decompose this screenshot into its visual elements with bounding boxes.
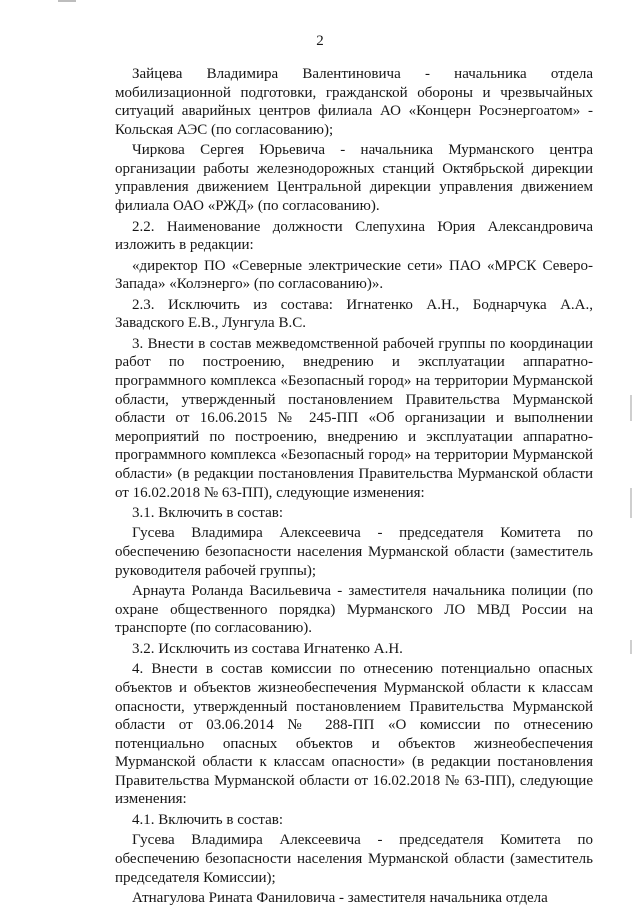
paragraph-zaitsev: Зайцева Владимира Валентиновича - начальника отдела мобилизационной подготовки, гражданской обороны и чрезвычайных ситуаций аварийных центров филиала АО «Концерн Росэнергоатом» - Кольская АЭС (по согласованию); <box>115 66 593 138</box>
scan-artifact <box>630 395 632 421</box>
document-body <box>115 65 593 910</box>
scan-artifact <box>58 0 76 2</box>
paragraph-3: 3. Внести в состав межведомственной рабочей группы по координации работ по построению, внедрению и эксплуатации аппаратно-программного комплекса «Безопасный город» на территории Мурманской области, утвержденный постановлением Правительства Мурманской области от 16.06.2015 № 245-ПП «Об организации и выполнении мероприятий по построению, внедрению и эксплуатации аппаратно-программного комплекса «Безопасный город» на территории Мурманской области» (в редакции постановления Правительства Мурманской области от 16.02.2018 № 63-ПП), следующие изменения: <box>115 335 593 501</box>
scan-artifact <box>630 488 632 518</box>
paragraph-atnagulov: Атнагулова Рината Фаниловича - заместителя начальника отдела <box>132 890 548 907</box>
paragraph-arnaut: Арнаута Роланда Васильевича - заместителя начальника полиции (по охране общественного порядка) Мурманского ЛО МВД России на транспорте (по согласованию). <box>115 583 593 637</box>
paragraph-4: 4. Внести в состав комиссии по отнесению потенциально опасных объектов и объектов жизнеобеспечения Мурманской области к классам опасности, утвержденный постановлением Правительства Мурманской области от 03.06.2014 № 288-ПП «О комиссии по отнесению потенциально опасных объектов и объектов жизнеобеспечения Мурманской области к классам опасности» (в редакции постановления Правительства Мурманской области от 16.02.2018 № 63-ПП), следующие изменения: <box>115 661 593 808</box>
paragraph-3-2: 3.2. Исключить из состава Игнатенко А.Н. <box>132 640 403 657</box>
page-number: 2 <box>316 33 324 49</box>
paragraph-gusev-2: Гусева Владимира Алексеевича - председателя Комитета по обеспечению безопасности населения Мурманской области (заместитель председателя Комиссии); <box>115 832 593 886</box>
paragraph-2-2: 2.2. Наименование должности Слепухина Юрия Александровича изложить в редакции: <box>115 218 593 254</box>
paragraph-chirkov: Чиркова Сергея Юрьевича - начальника Мурманского центра организации работы железнодорожных станций Октябрьской дирекции управления движением Центральной дирекции управления движением филиала ОАО «РЖД» (по согласованию). <box>115 142 593 215</box>
scan-artifact <box>630 640 632 654</box>
paragraph-4-1: 4.1. Включить в состав: <box>132 811 284 828</box>
paragraph-2-3: 2.3. Исключить из состава: Игнатенко А.Н., Боднарчука А.А., Завадского Е.В., Лунгула В.С. <box>115 296 593 332</box>
paragraph-director-title: «директор ПО «Северные электрические сети» ПАО «МРСК Северо-Запада» «Колэнерго» (по согласованию)». <box>115 257 593 293</box>
paragraph-3-1: 3.1. Включить в состав: <box>132 505 284 521</box>
paragraph-gusev-1: Гусева Владимира Алексеевича - председателя Комитета по обеспечению безопасности населения Мурманской области (заместитель руководителя рабочей группы); <box>115 525 593 579</box>
